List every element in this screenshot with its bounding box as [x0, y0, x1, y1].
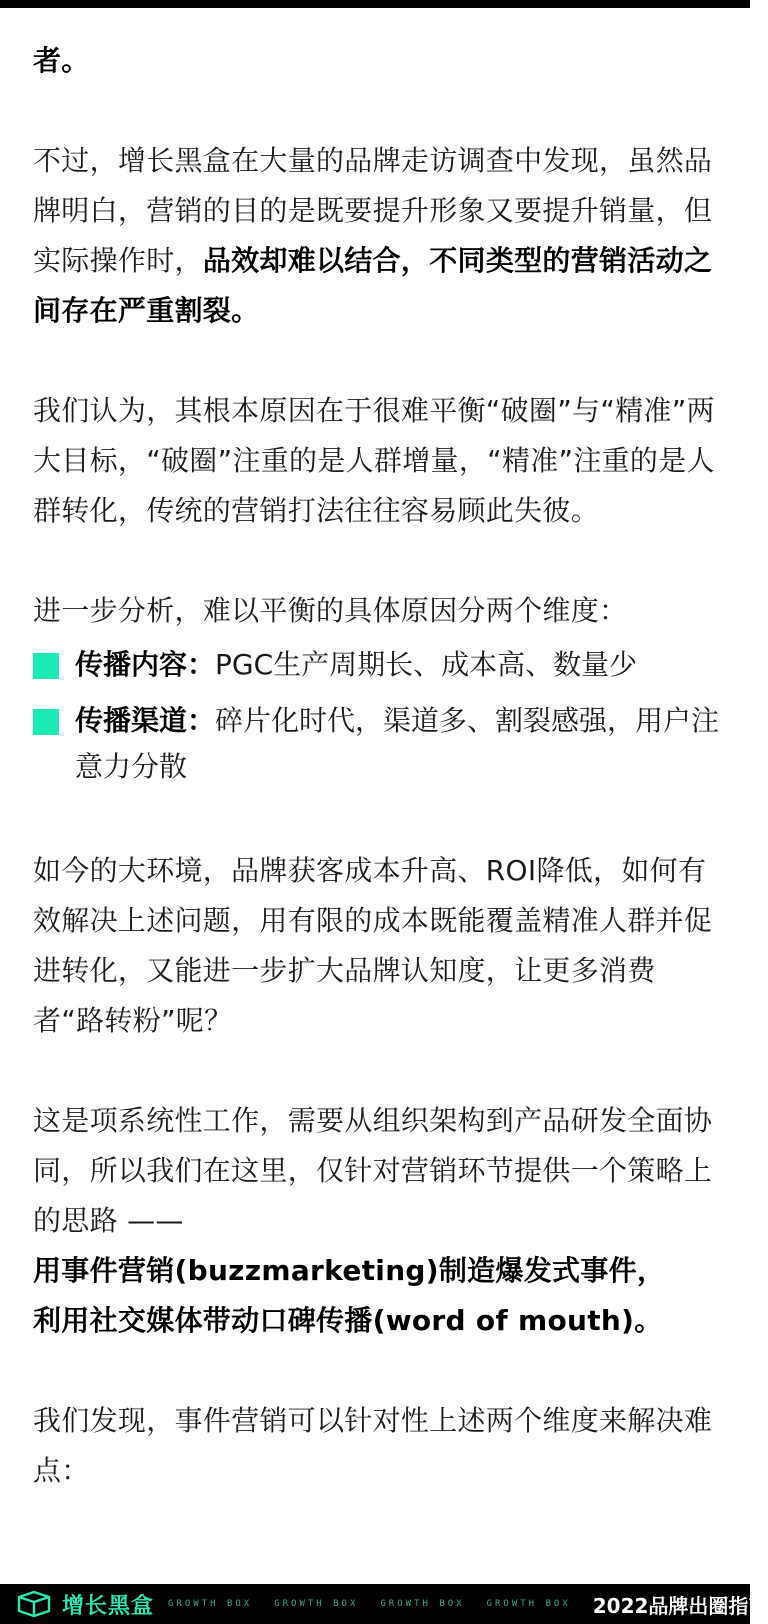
- finding-bold: 品效却难以结合，不同类型的营销活动之间存在严重割裂。: [33, 244, 713, 327]
- box-logo-icon: [16, 1590, 52, 1618]
- growth-box-tag: GROWTH BOX: [274, 1599, 359, 1609]
- strategy-bold-2: 利用社交媒体带动口碑传播(word of mouth)。: [33, 1304, 663, 1337]
- bullet-square-icon: [33, 709, 59, 735]
- paragraph-analysis: 进一步分析，难以平衡的具体原因分两个维度：: [33, 594, 628, 627]
- article-body: [33, 36, 723, 1496]
- brand-name: 增长黑盒: [62, 1593, 155, 1619]
- guide-title: 2022品牌出圈指南: [592, 1593, 768, 1618]
- top-bar: [0, 0, 750, 8]
- bullet-square-icon: [33, 653, 59, 679]
- bullet-channel: [33, 698, 723, 790]
- paragraph-strategy: [33, 1096, 723, 1346]
- growth-box-tag: GROWTH BOX: [168, 1599, 253, 1609]
- strategy-text: 这是项系统性工作，需要从组织架构到产品研发全面协同，所以我们在这里，仅针对营销环节提供一个策略上的思路 ——: [33, 1104, 713, 1237]
- paragraph-conclusion: 我们发现，事件营销可以针对性上述两个维度来解决难点：: [33, 1404, 713, 1487]
- bullet-channel-text: 碎片化时代，渠道多、割裂感强，用户注意力分散: [75, 704, 720, 783]
- paragraph-intro-tail: [33, 36, 723, 86]
- bullet-content-label: 传播内容：: [75, 648, 216, 681]
- intro-tail-bold: 者。: [33, 44, 90, 77]
- bullet-content-text: PGC生产周期长、成本高、数量少: [215, 648, 638, 681]
- strategy-bold-1: 用事件营销(buzzmarketing)制造爆发式事件，: [33, 1254, 666, 1287]
- bullet-channel-label: 传播渠道：: [75, 704, 216, 737]
- growth-box-tag: GROWTH BOX: [486, 1599, 571, 1609]
- footer-bar: [0, 1584, 768, 1624]
- bullet-content: [33, 642, 723, 688]
- paragraph-finding: [33, 136, 723, 336]
- growth-box-tag: GROWTH BOX: [380, 1599, 465, 1609]
- finding-text: 不过，增长黑盒在大量的品牌走访调查中发现，虽然品牌明白，营销的目的是既要提升形象又要提升销量，但实际操作时，: [33, 144, 713, 277]
- paragraph-root-cause: 我们认为，其根本原因在于很难平衡“破圈”与“精准”两大目标，“破圈”注重的是人群增量，“精准”注重的是人群转化，传统的营销打法往往容易顾此失彼。: [33, 394, 715, 527]
- paragraph-environment: 如今的大环境，品牌获客成本升高、ROI降低，如何有效解决上述问题，用有限的成本既能覆盖精准人群并促进转化，又能进一步扩大品牌认知度，让更多消费者“路转粉”呢？: [33, 854, 713, 1037]
